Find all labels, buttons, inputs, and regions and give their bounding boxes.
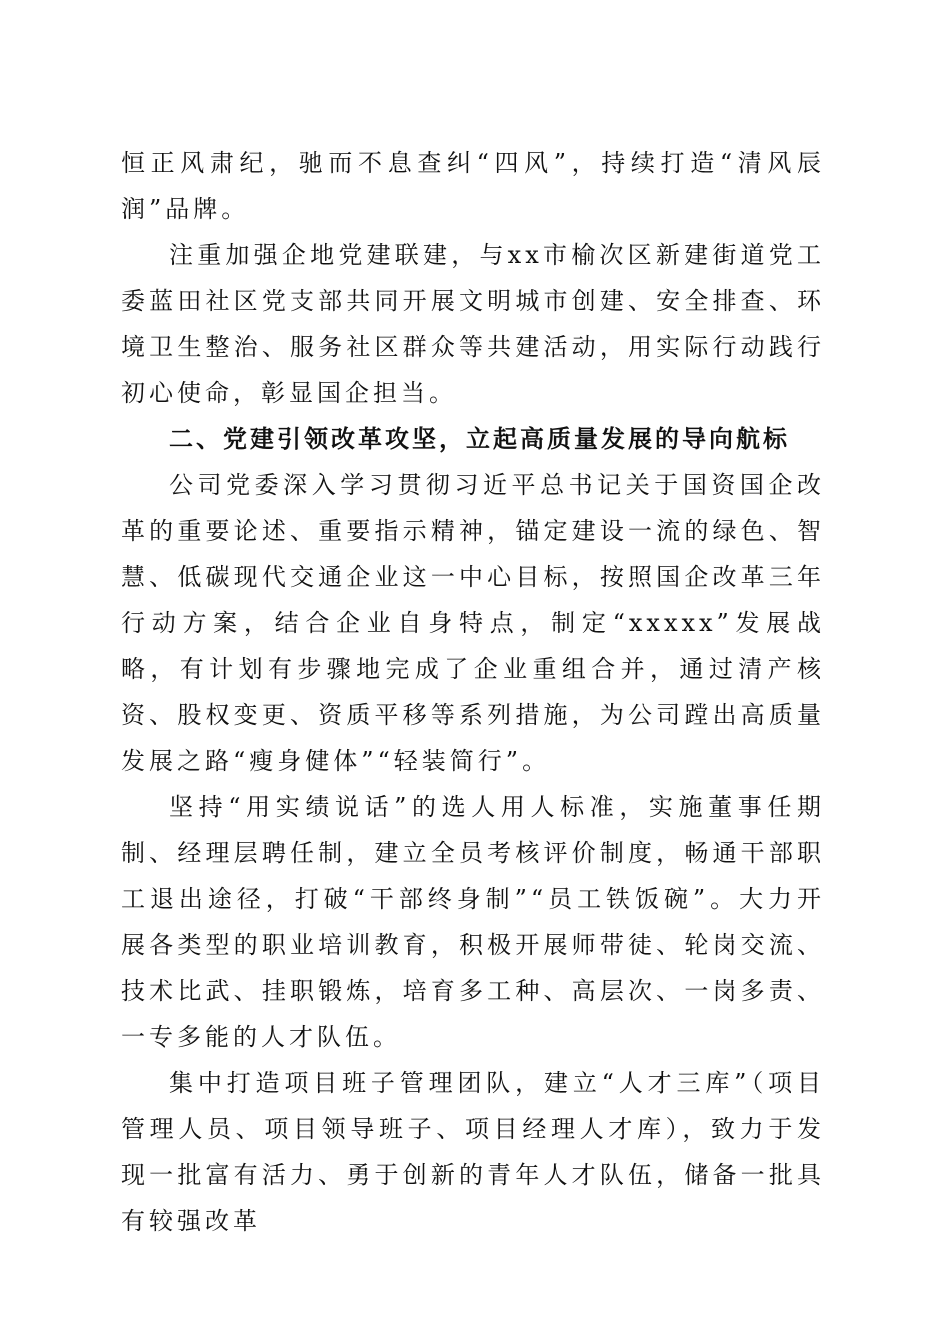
document-body bbox=[121, 140, 825, 1244]
section-heading-2: 二、党建引领改革攻坚，立起高质量发展的导向航标 bbox=[169, 425, 790, 453]
paragraph-continuation: 恒正风肃纪，驰而不息查纠“四风”，持续打造“清风辰润”品牌。 bbox=[121, 149, 825, 223]
paragraph-reform-strategy: 公司党委深入学习贯彻习近平总书记关于国资国企改革的重要论述、重要指示精神，锚定建设一流的绿色、智慧、低碳现代交通企业这一中心目标，按照国企改革三年行动方案，结合企业自身特点，制定“xxxxx”发展战略，有计划有步骤地完成了企业重组合并，通过清产核资、股权变更、资质平移等系列措施，为公司蹚出高质量发展之路“瘦身健体”“轻装简行”。 bbox=[121, 471, 825, 775]
paragraph-personnel-standards: 坚持“用实绩说话”的选人用人标准，实施董事任期制、经理层聘任制，建立全员考核评价制度，畅通干部职工退出途径，打破“干部终身制”“员工铁饭碗”。大力开展各类型的职业培训教育，积极开展师带徒、轮岗交流、技术比武、挂职锻炼，培育多工种、高层次、一岗多责、一专多能的人才队伍。 bbox=[121, 793, 825, 1051]
paragraph-party-building-alliance: 注重加强企地党建联建，与xx市榆次区新建街道党工委蓝田社区党支部共同开展文明城市创建、安全排查、环境卫生整治、服务社区群众等共建活动，用实际行动践行初心使命，彰显国企担当。 bbox=[121, 241, 825, 407]
paragraph-talent-pool: 集中打造项目班子管理团队，建立“人才三库”（项目管理人员、项目领导班子、项目经理人才库），致力于发现一批富有活力、勇于创新的青年人才队伍，储备一批具有较强改革 bbox=[121, 1069, 825, 1235]
